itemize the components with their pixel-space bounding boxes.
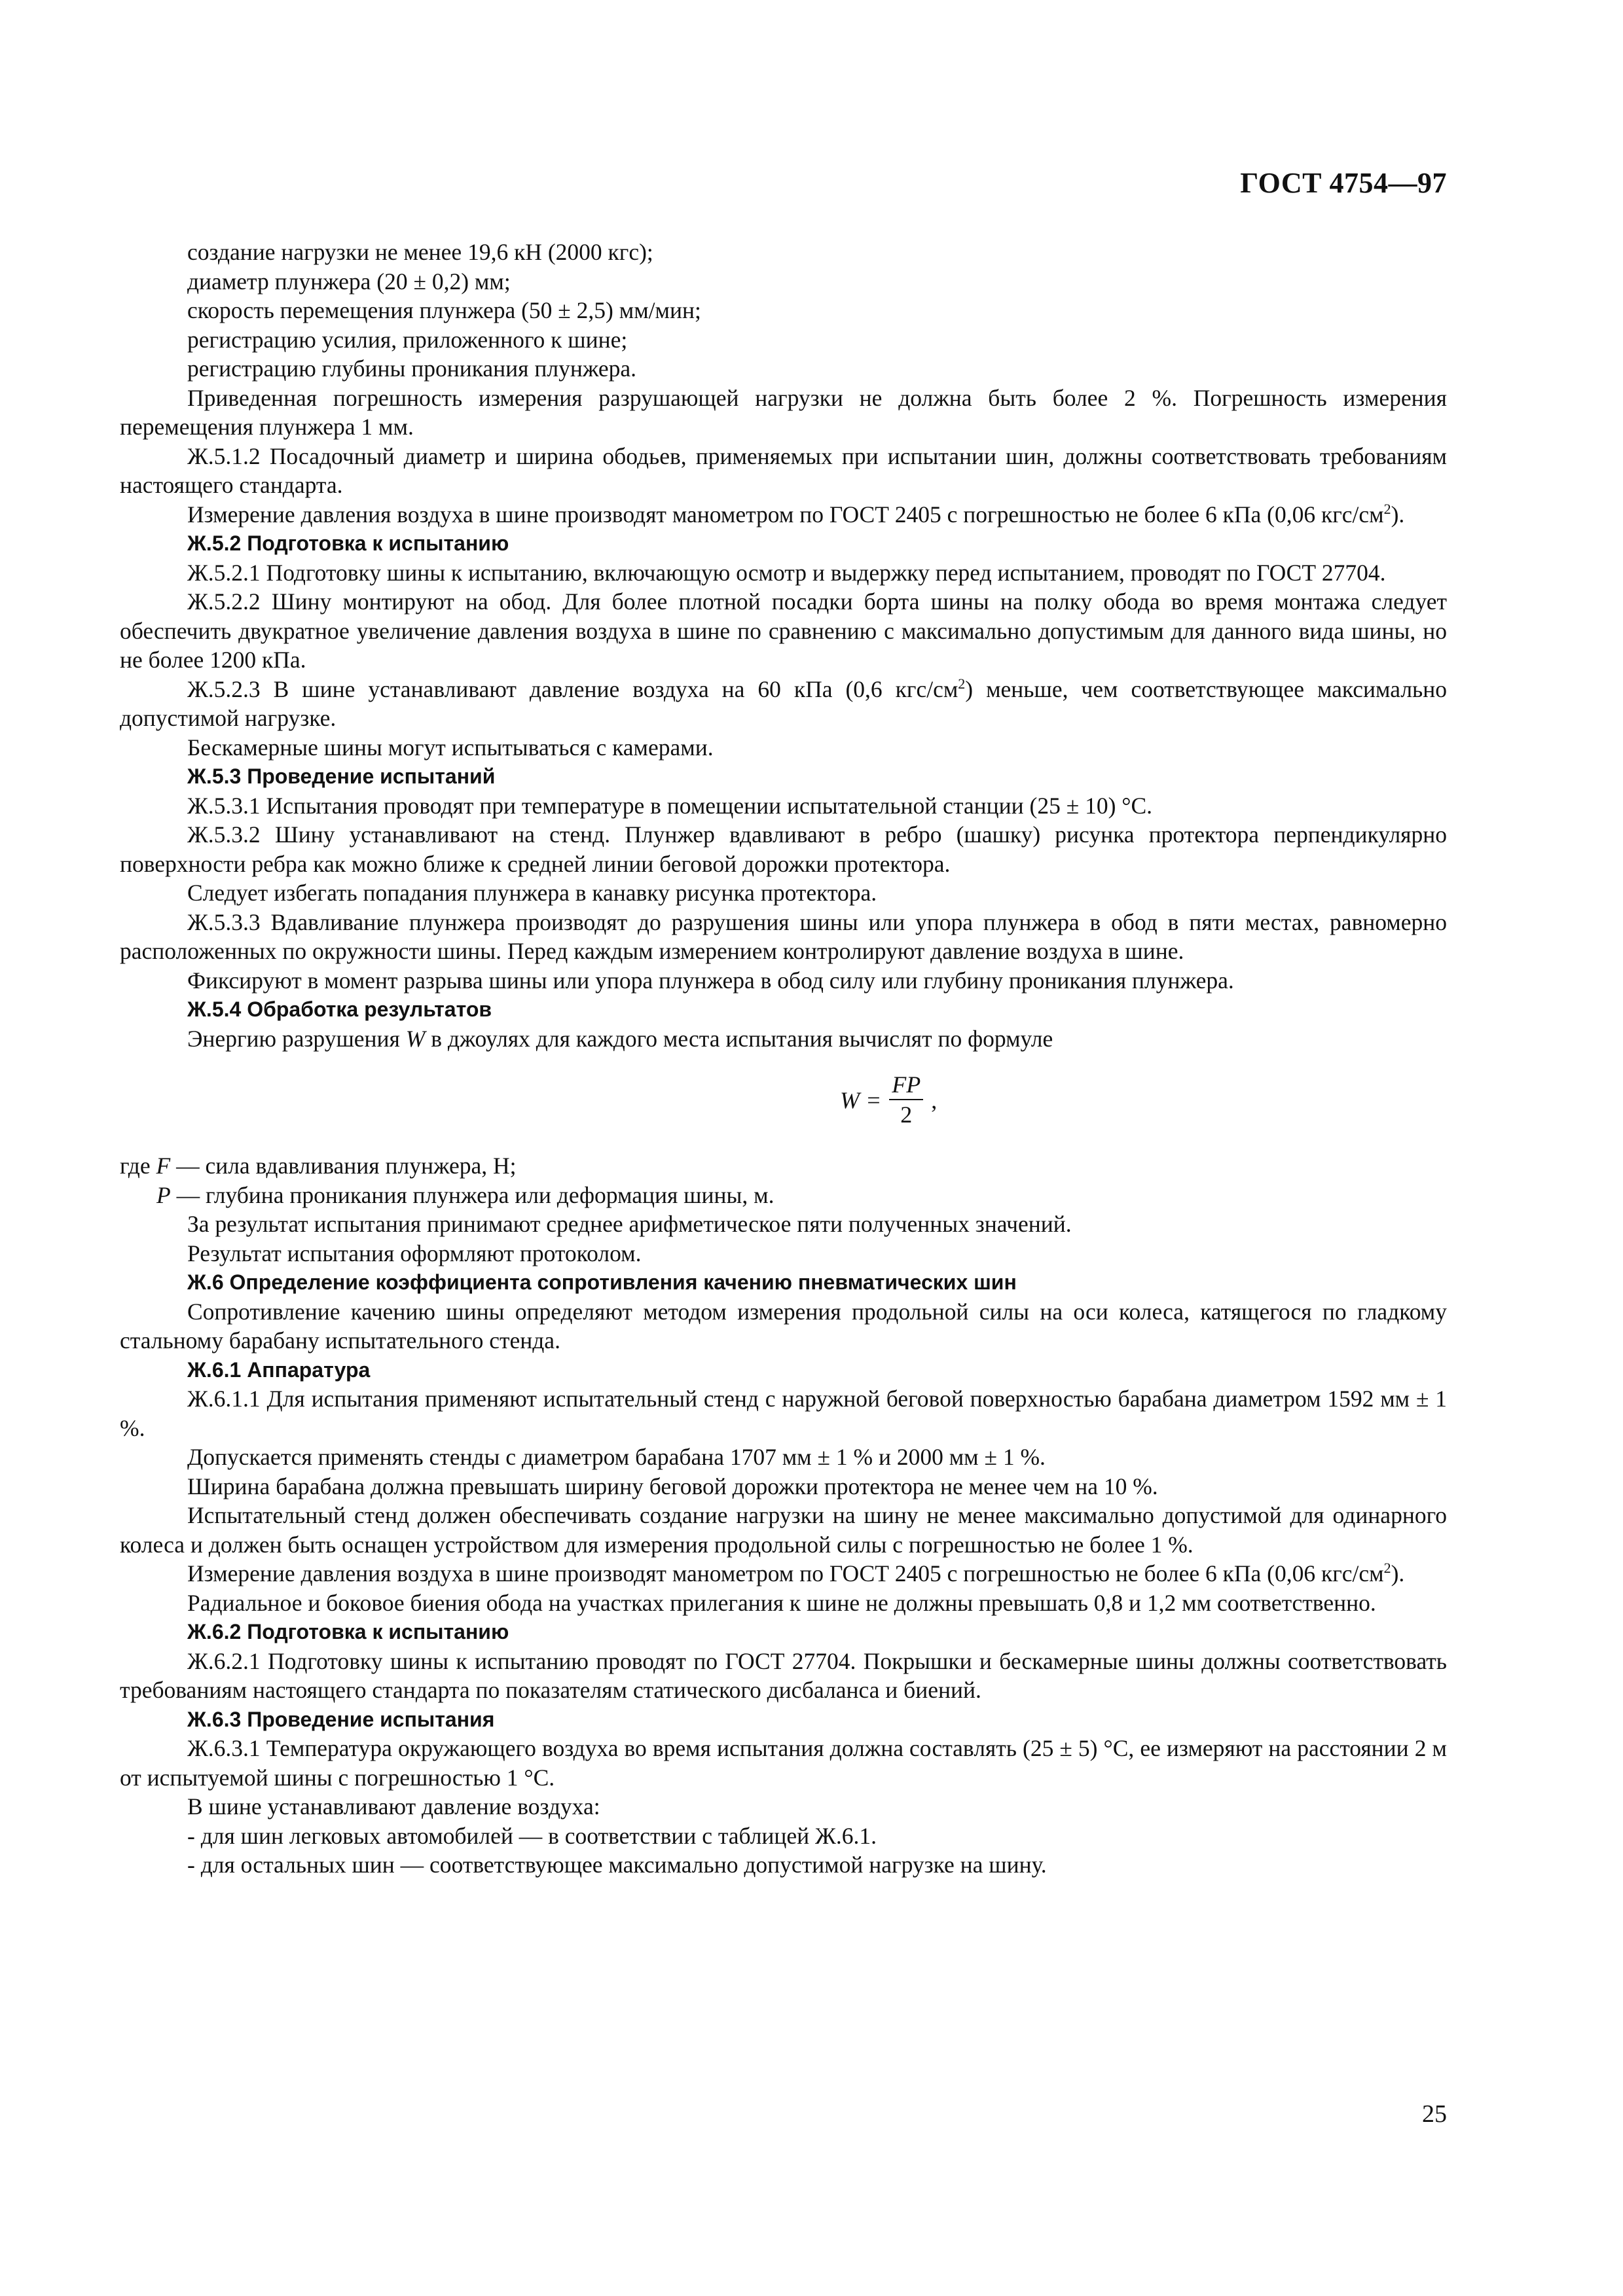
section-heading: Ж.6.1 Аппаратура	[187, 1357, 371, 1382]
section-heading: Ж.6.3 Проведение испытания	[187, 1707, 495, 1731]
text: — сила вдавливания плунжера, Н;	[176, 1153, 517, 1179]
paragraph: Ж.5.2.2 Шину монтируют на обод. Для более плотной посадки борта шины на полку обода во время монтажа следует обеспечить двукратное увеличение давления воздуха в шине по сравнению с максимально допустимым для данного вида шины, но не более 1200 кПа.	[120, 588, 1447, 673]
formula	[120, 1053, 1447, 1151]
section-heading: Ж.5.3 Проведение испытаний	[187, 764, 496, 788]
text: Ж.5.2.3 В шине устанавливают давление воздуха на 60 кПа (0,6 кгс/см	[187, 675, 958, 702]
text: Измерение давления воздуха в шине производят манометром по ГОСТ 2405 с погрешностью не более 6 кПа (0,06 кгс/см	[187, 501, 1384, 528]
text: в джоулях для каждого места испытания вычислят по формуле	[431, 1025, 1053, 1052]
paragraph: Бескамерные шины могут испытываться с камерами.	[187, 734, 714, 761]
document-header: ГОСТ 4754—97	[1240, 167, 1447, 199]
text: ) меньше, чем соответствующее максимально допустимой нагрузке.	[120, 675, 1447, 731]
paragraph: Ж.5.2.1 Подготовку шины к испытанию, включающую осмотр и выдержку перед испытанием, проводят по ГОСТ 27704.	[187, 559, 1386, 586]
formula-lhs: W =	[840, 1086, 882, 1113]
paragraph: Допускается применять стенды с диаметром барабана 1707 мм ± 1 % и 2000 мм ± 1 %.	[187, 1444, 1046, 1470]
paragraph: Сопротивление качению шины определяют методом измерения продольной силы на оси колеса, катящегося по гладкому стальному барабану испытательного стенда.	[120, 1298, 1447, 1354]
symbol-p: P	[156, 1181, 171, 1208]
list-item: - для остальных шин — соответствующее максимально допустимой нагрузке на шину.	[187, 1852, 1047, 1878]
paragraph	[120, 1024, 1447, 1054]
fraction	[889, 1071, 923, 1129]
paragraph: регистрацию глубины проникания плунжера.	[187, 355, 637, 382]
paragraph: Приведенная погрешность измерения разрушающей нагрузки не должна быть более 2 %. Погрешность измерения перемещения плунжера 1 мм.	[120, 384, 1447, 440]
list-item: - для шин легковых автомобилей — в соответствии с таблицей Ж.6.1.	[187, 1822, 877, 1849]
superscript: 2	[958, 675, 966, 692]
paragraph: Испытательный стенд должен обеспечивать создание нагрузки на шину не менее максимально допустимой для одинарного колеса и должен быть оснащен устройством для измерения продольной силы с погрешностью не более 1 %.	[120, 1502, 1447, 1558]
formula-tail: ,	[931, 1086, 938, 1113]
paragraph	[120, 500, 1447, 529]
formula-fraction	[840, 1071, 937, 1129]
text: ).	[1391, 501, 1405, 528]
paragraph: Ж.6.1.1 Для испытания применяют испытательный стенд с наружной беговой поверхностью барабана диаметром 1592 мм ± 1 %.	[120, 1386, 1447, 1441]
paragraph: Следует избегать попадания плунжера в канавку рисунка протектора.	[187, 880, 877, 906]
symbol-w: W	[405, 1025, 426, 1052]
section-heading: Ж.6 Определение коэффициента сопротивления качению пневматических шин	[187, 1270, 1017, 1294]
section-heading: Ж.5.4 Обработка результатов	[187, 997, 492, 1021]
paragraph: регистрацию усилия, приложенного к шине;	[187, 326, 628, 353]
document-body	[120, 238, 1447, 1880]
paragraph: Фиксируют в момент разрыва шины или упора плунжера в обод силу или глубину проникания плунжера.	[187, 967, 1234, 994]
paragraph: Ж.5.3.2 Шину устанавливают на стенд. Плунжер вдавливают в ребро (шашку) рисунка протектора перпендикулярно поверхности ребра как можно ближе к средней линии беговой дорожки протектора.	[120, 821, 1447, 877]
paragraph: Результат испытания оформляют протоколом.	[187, 1240, 642, 1266]
where-clause	[120, 1151, 1447, 1181]
paragraph: Ж.6.2.1 Подготовку шины к испытанию проводят по ГОСТ 27704. Покрышки и бескамерные шины должны соответствовать требованиям настоящего стандарта по показателям статического дисбаланса и биений.	[120, 1647, 1447, 1703]
superscript: 2	[1383, 1560, 1391, 1577]
paragraph	[120, 675, 1447, 733]
page-number: 25	[1422, 2100, 1447, 2128]
section-heading: Ж.6.2 Подготовка к испытанию	[187, 1620, 509, 1643]
fraction-denominator: 2	[900, 1102, 913, 1128]
symbol-f: F	[156, 1153, 171, 1179]
fraction-numerator: FP	[889, 1071, 923, 1100]
paragraph: скорость перемещения плунжера (50 ± 2,5) мм/мин;	[187, 297, 701, 323]
paragraph	[120, 1559, 1447, 1588]
text: ).	[1391, 1560, 1405, 1587]
paragraph: Ж.6.3.1 Температура окружающего воздуха во время испытания должна составлять (25 ± 5) °С, ее измеряют на расстоянии 2 м от испытуемой шины с погрешностью 1 °С.	[120, 1735, 1447, 1791]
paragraph: Радиальное и боковое биения обода на участках прилегания к шине не должны превышать 0,8 и 1,2 мм соответственно.	[187, 1589, 1376, 1616]
paragraph: В шине устанавливают давление воздуха:	[187, 1793, 600, 1820]
paragraph: диаметр плунжера (20 ± 0,2) мм;	[187, 268, 511, 295]
paragraph: Ж.5.1.2 Посадочный диаметр и ширина ободьев, применяемых при испытании шин, должны соответствовать требованиям настоящего стандарта.	[120, 442, 1447, 498]
paragraph: Ж.5.3.1 Испытания проводят при температуре в помещении испытательной станции (25 ± 10) °С.	[187, 792, 1153, 819]
superscript: 2	[1383, 500, 1391, 517]
text: где	[120, 1153, 151, 1179]
paragraph: Ж.5.3.3 Вдавливание плунжера производят до разрушения шины или упора плунжера в обод в пяти местах, равномерно расположенных по окружности шины. Перед каждым измерением контролируют давление воздуха в шине.	[120, 908, 1447, 964]
section-heading: Ж.5.2 Подготовка к испытанию	[187, 531, 509, 555]
where-clause	[120, 1181, 1447, 1210]
text: Измерение давления воздуха в шине производят манометром по ГОСТ 2405 с погрешностью не более 6 кПа (0,06 кгс/см	[187, 1560, 1384, 1587]
paragraph: создание нагрузки не менее 19,6 кН (2000 кгс);	[187, 239, 653, 265]
paragraph: За результат испытания принимают среднее арифметическое пяти полученных значений.	[187, 1211, 1072, 1237]
text: — глубина проникания плунжера или деформация шины, м.	[176, 1181, 775, 1208]
text: Энергию разрушения	[187, 1025, 400, 1052]
paragraph: Ширина барабана должна превышать ширину беговой дорожки протектора не менее чем на 10 %.	[187, 1473, 1158, 1499]
